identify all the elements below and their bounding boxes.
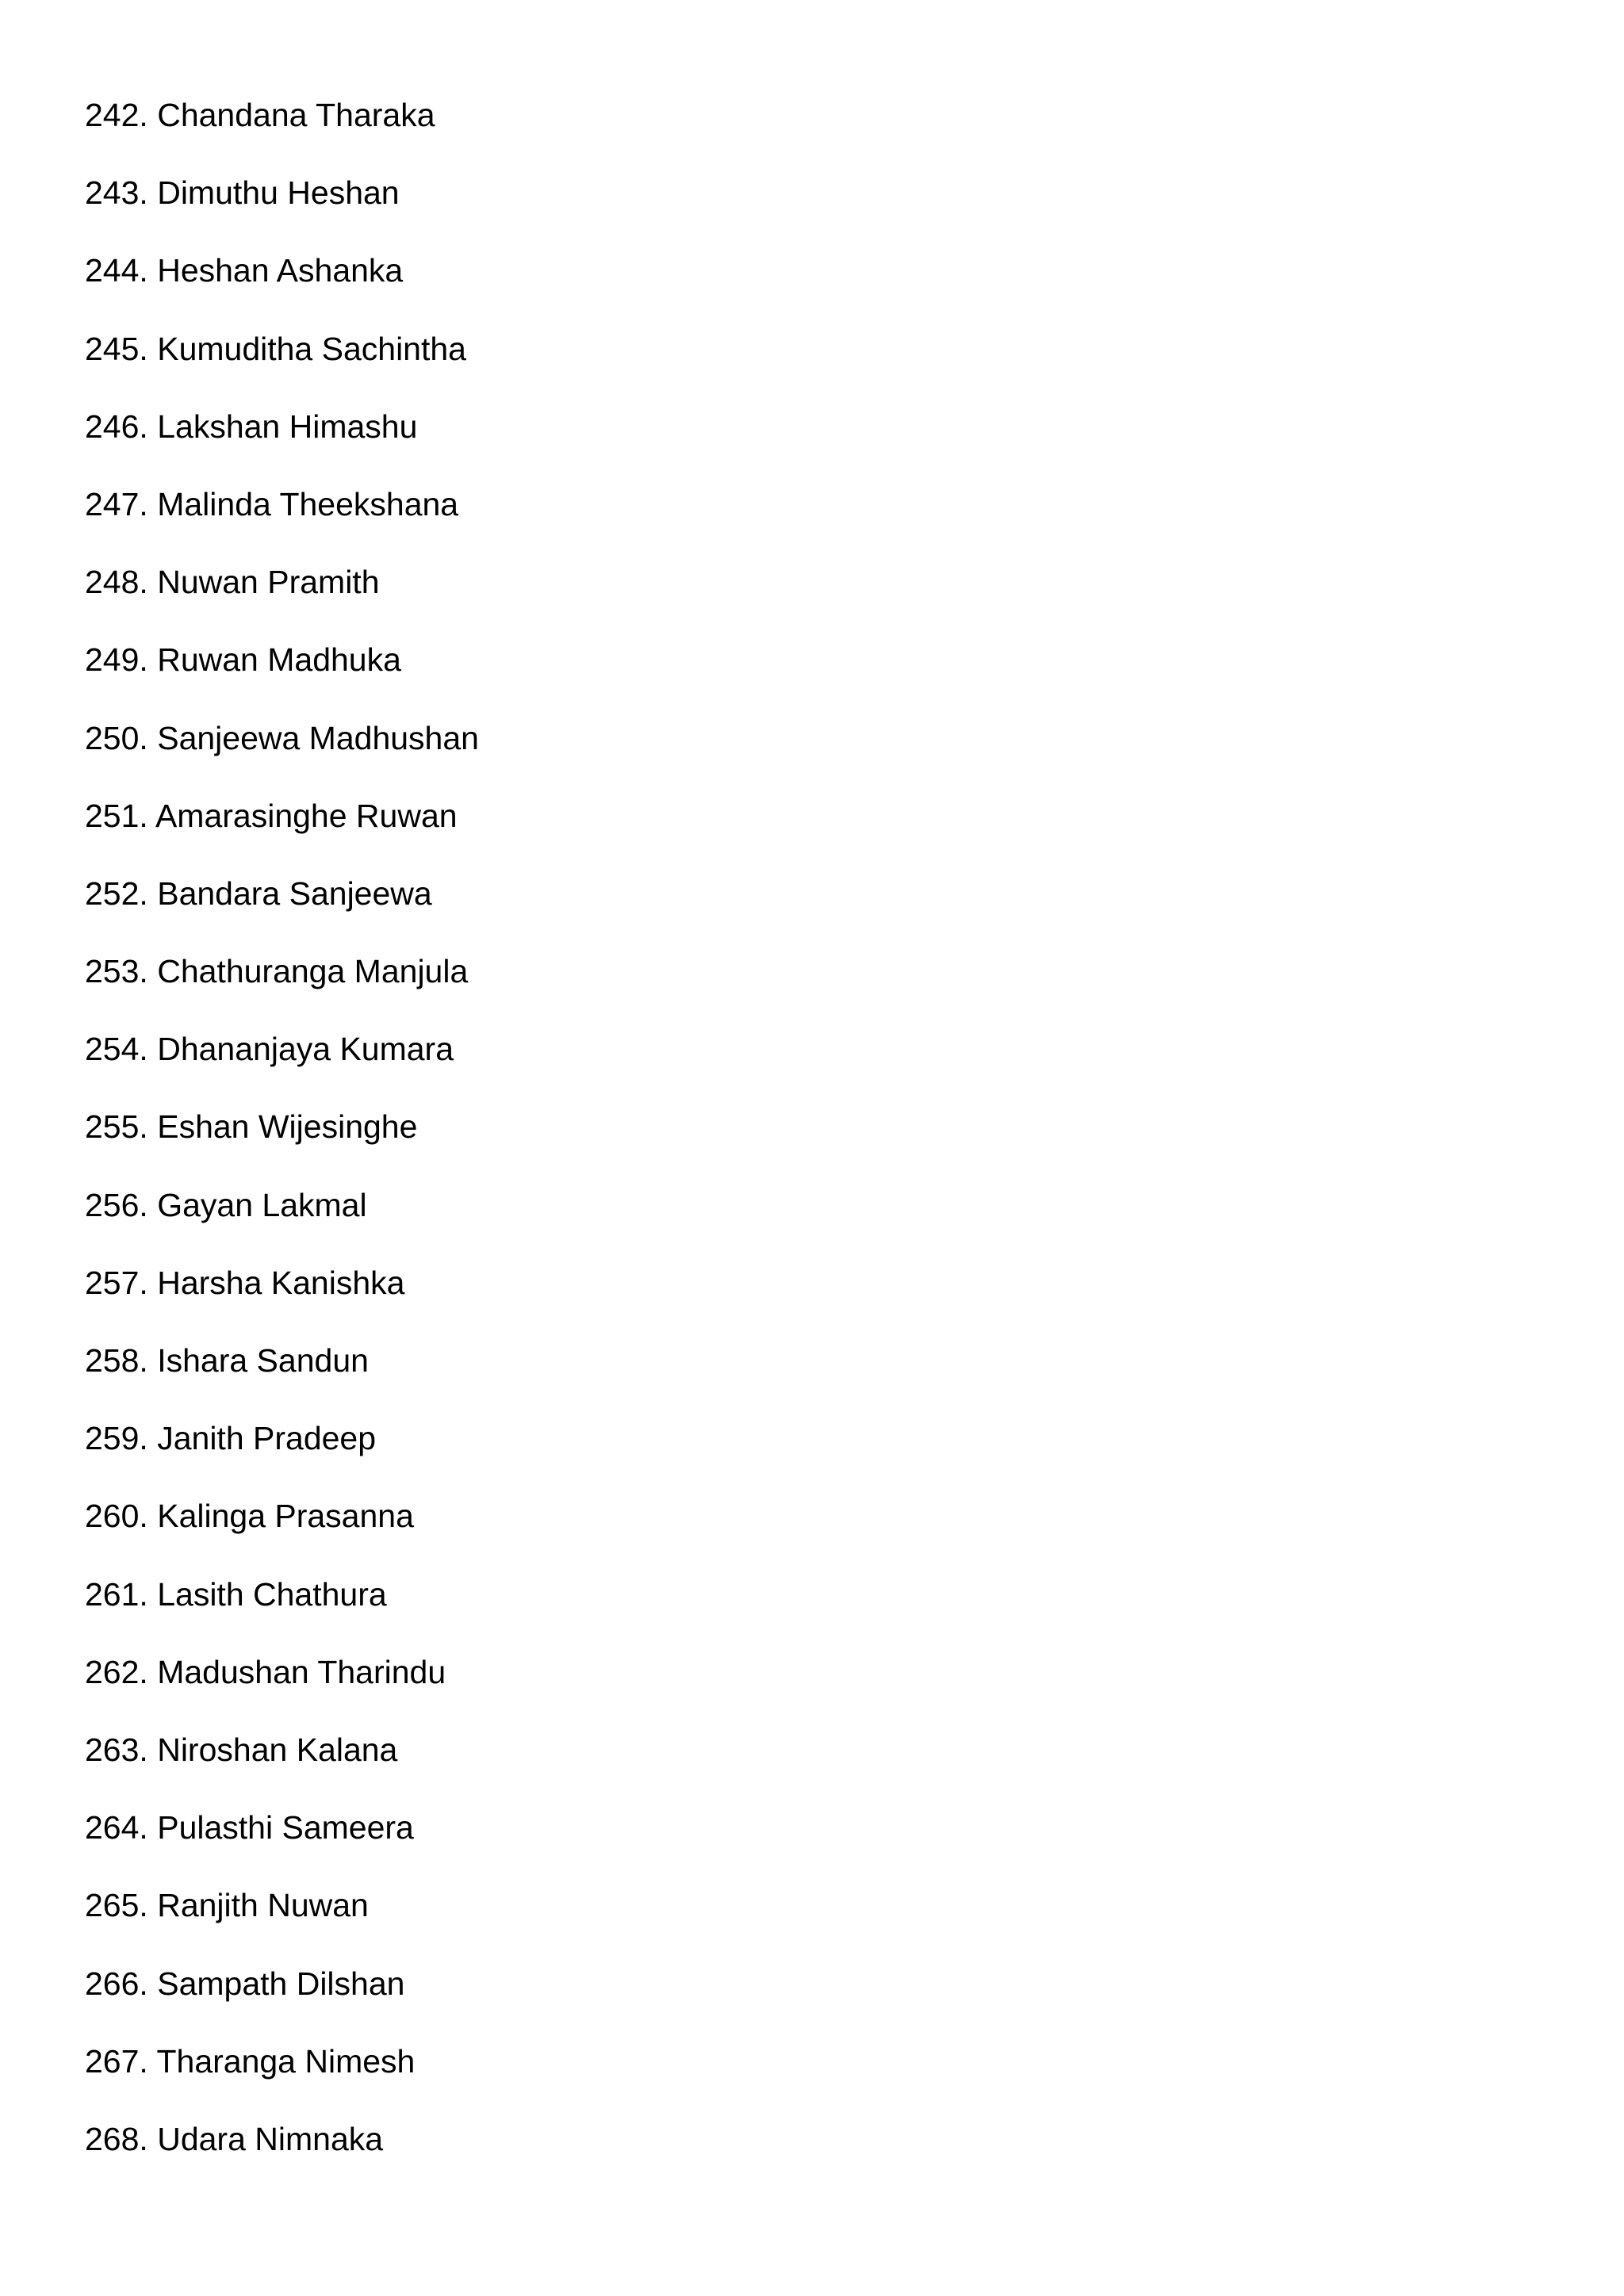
list-item (85, 1339, 479, 1417)
list-item (85, 1962, 479, 2040)
list-item (85, 1806, 479, 1884)
item-name: Lakshan Himashu (157, 408, 418, 445)
list-item (85, 1105, 479, 1183)
item-number: 249. (85, 641, 148, 679)
item-name: Heshan Ashanka (157, 252, 404, 289)
item-number: 267. (85, 2042, 148, 2080)
item-number: 266. (85, 1965, 148, 2002)
item-number: 263. (85, 1731, 148, 1768)
item-name: Udara Nimnaka (157, 2120, 384, 2157)
item-name: Malinda Theekshana (157, 485, 459, 522)
item-number: 262. (85, 1653, 148, 1690)
item-number: 265. (85, 1887, 148, 1924)
item-name: Tharanga Nimesh (156, 2042, 416, 2080)
item-name: Eshan Wijesinghe (157, 1108, 418, 1146)
item-name: Sanjeewa Madhushan (157, 719, 479, 756)
list-item (85, 717, 479, 794)
item-name: Amarasinghe Ruwan (155, 797, 458, 834)
list-item (85, 327, 479, 405)
item-number: 255. (85, 1108, 148, 1146)
item-number: 243. (85, 174, 148, 212)
item-number: 253. (85, 953, 148, 990)
item-number: 254. (85, 1031, 148, 1068)
item-name: Ruwan Madhuka (157, 641, 401, 679)
item-number: 246. (85, 408, 148, 445)
item-number: 247. (85, 485, 148, 522)
item-name: Dimuthu Heshan (157, 174, 400, 212)
item-name: Kumuditha Sachintha (157, 330, 466, 367)
item-number: 256. (85, 1186, 148, 1223)
list-item (85, 1651, 479, 1728)
list-item (85, 483, 479, 561)
list-item (85, 872, 479, 950)
item-number: 252. (85, 874, 148, 912)
list-item (85, 405, 479, 483)
list-item (85, 638, 479, 716)
item-number: 245. (85, 330, 148, 367)
list-item (85, 1728, 479, 1806)
item-name: Ranjith Nuwan (157, 1887, 369, 1924)
list-item (85, 1573, 479, 1651)
item-name: Bandara Sanjeewa (157, 874, 432, 912)
list-item (85, 94, 479, 171)
item-number: 259. (85, 1420, 148, 1457)
list-item (85, 1184, 479, 1261)
item-number: 257. (85, 1264, 148, 1301)
list-item (85, 1884, 479, 1961)
item-number: 264. (85, 1809, 148, 1846)
item-name: Chandana Tharaka (157, 97, 435, 133)
list-item (85, 950, 479, 1027)
list-item (85, 2118, 479, 2195)
list-item (85, 1494, 479, 1572)
item-name: Gayan Lakmal (157, 1186, 367, 1223)
item-name: Lasith Chathura (157, 1575, 387, 1613)
item-number: 250. (85, 719, 148, 756)
item-number: 251. (85, 797, 148, 834)
item-name: Nuwan Pramith (157, 564, 380, 601)
item-name: Niroshan Kalana (157, 1731, 398, 1768)
item-name: Kalinga Prasanna (157, 1498, 414, 1535)
list-item (85, 794, 479, 872)
list-item (85, 171, 479, 249)
list-item (85, 2040, 479, 2118)
item-number: 260. (85, 1498, 148, 1535)
item-name: Pulasthi Sameera (157, 1809, 414, 1846)
item-name: Dhananjaya Kumara (157, 1031, 454, 1068)
item-name: Harsha Kanishka (157, 1264, 405, 1301)
list-item (85, 1027, 479, 1105)
item-name: Sampath Dilshan (157, 1965, 405, 2002)
item-name: Chathuranga Manjula (157, 953, 469, 990)
item-name: Ishara Sandun (157, 1342, 369, 1379)
list-item (85, 561, 479, 638)
item-name: Janith Pradeep (157, 1420, 377, 1457)
list-item (85, 249, 479, 327)
item-name: Madushan Tharindu (157, 1653, 446, 1690)
item-number: 258. (85, 1342, 148, 1379)
item-number: 244. (85, 252, 148, 289)
item-number: 242. (85, 97, 148, 133)
name-list (85, 94, 479, 2195)
list-item (85, 1417, 479, 1494)
item-number: 248. (85, 564, 148, 601)
item-number: 268. (85, 2120, 148, 2157)
item-number: 261. (85, 1575, 148, 1613)
list-item (85, 1261, 479, 1339)
